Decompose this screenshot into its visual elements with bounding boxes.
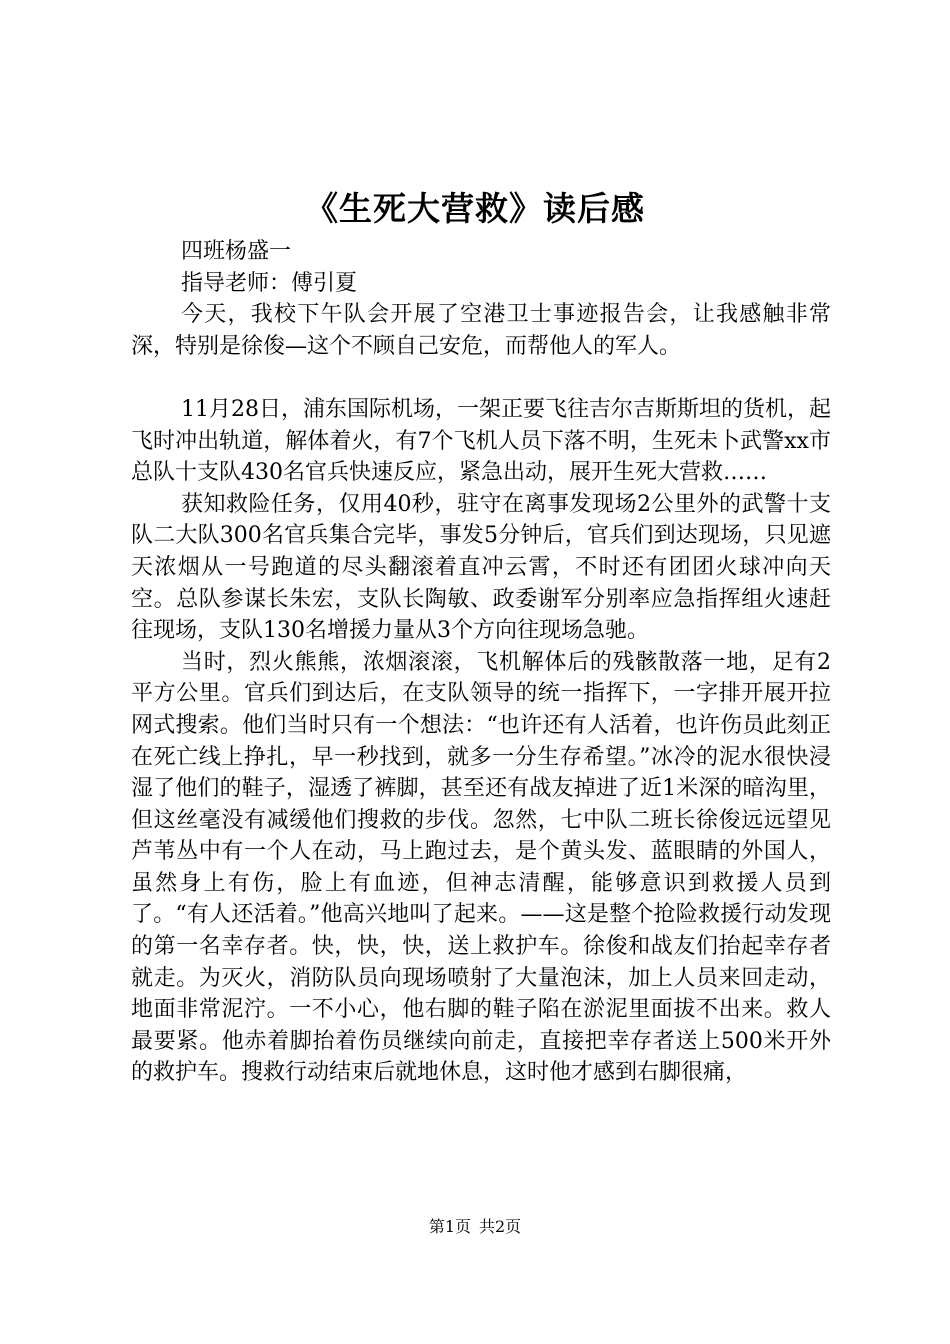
paragraph-4: 当时，烈火熊熊，浓烟滚滚，飞机解体后的残骸散落一地，足有2平方公里。官兵们到达后，在支队领导的统一指挥下，一字排开展开拉网式搜索。他们当时只有一个想法：“也许还有人活着，也许伤员此刻正在死亡线上挣扎，早一秒找到，就多一分生存希望。”冰冷的泥水很快浸湿了他们的鞋子，湿透了裤脚，甚至还有战友掉进了近1米深的暗沟里，但这丝毫没有减缓他们搜救的步伐。忽然，七中队二班长徐俊远远望见芦苇丛中有一个人在动，马上跑过去，是个黄头发、蓝眼睛的外国人，虽然身上有伤，脸上有血迹，但神志清醒，能够意识到救援人员到了。“有人还活着。”他高兴地叫了起来。——这是整个抢险救援行动发现的第一名幸存者。快，快，快，送上救护车。徐俊和战友们抬起幸存者就走。为灭火，消防队员向现场喷射了大量泡沫，加上人员来回走动，地面非常泥泞。一不小心，他右脚的鞋子陷在淤泥里面拔不出来。救人最要紧。他赤着脚抬着伤员继续向前走，直接把幸存者送上500米开外的救护车。搜救行动结束后就地休息，这时他才感到右脚很痛，: [131, 649, 831, 1086]
paragraph-3: 获知救险任务，仅用40秒，驻守在离事发现场2公里外的武警十支队二大队300名官兵集合完毕，事发5分钟后，官兵们到达现场，只见遮天浓烟从一号跑道的尽头翻滚着直冲云霄，不时还有团团火球冲向天空。总队参谋长朱宏，支队长陶敏、政委谢军分别率应急指挥组火速赶往现场，支队130名增援力量从3个方向往现场急驰。: [131, 491, 831, 644]
page-total: 共2页: [479, 1217, 522, 1236]
teacher-line: 指导老师：傅引夏: [181, 270, 358, 296]
author-line: 四班杨盛一: [181, 239, 292, 264]
paragraph-1: 今天，我校下午队会开展了空港卫士事迹报告会，让我感触非常深，特别是徐俊—这个不顾自己安危，而帮他人的军人。: [131, 302, 831, 359]
page-number: 第1页: [428, 1217, 471, 1236]
paragraph-2: 11月28日，浦东国际机场，一架正要飞往吉尔吉斯斯坦的货机，起飞时冲出轨道，解体着火，有7个飞机人员下落不明，生死未卜武警xx市总队十支队430名官兵快速反应，紧急出动，展开生死大营救……: [131, 396, 831, 486]
page-footer: [0, 1216, 950, 1238]
document-body: [131, 236, 831, 1089]
document-title: 《生死大营救》读后感: [305, 189, 645, 228]
